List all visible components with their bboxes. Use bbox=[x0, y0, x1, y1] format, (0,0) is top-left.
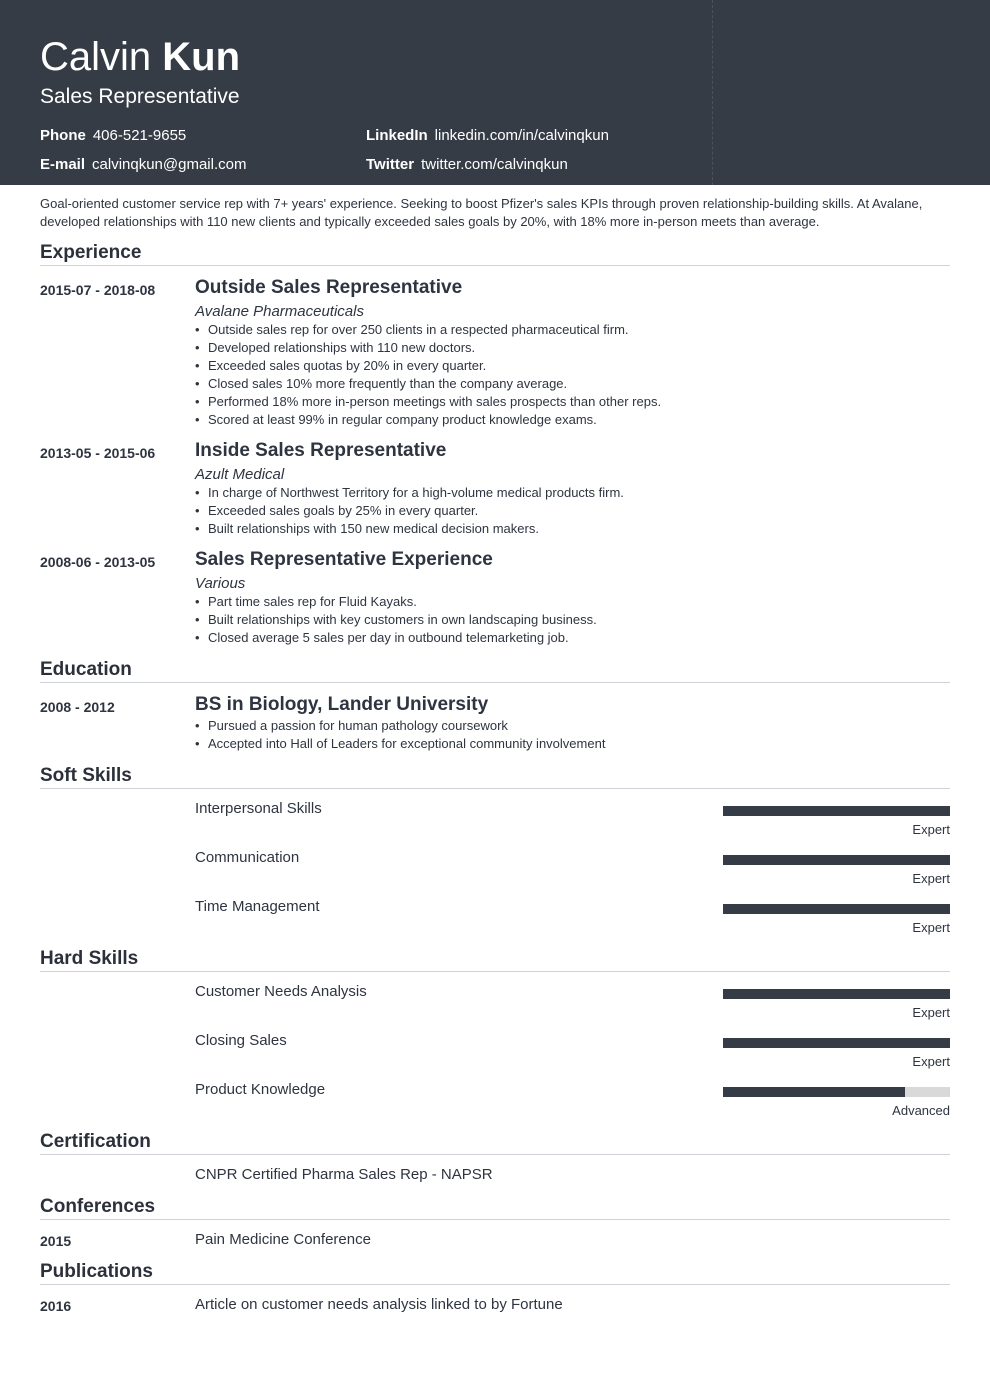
last-name: Kun bbox=[162, 35, 241, 79]
skill-bar bbox=[723, 806, 950, 816]
experience-company: Azult Medical bbox=[195, 466, 285, 483]
skill-bar bbox=[723, 904, 950, 914]
skill-bar bbox=[723, 1038, 950, 1048]
contact-label: Phone bbox=[40, 127, 86, 144]
resume-header bbox=[0, 0, 990, 185]
publication-year: 2016 bbox=[40, 1298, 72, 1314]
list-item: • Developed relationships with 110 new doctors. bbox=[195, 339, 661, 357]
education-bullets bbox=[195, 717, 605, 753]
skill-bar-fill bbox=[723, 904, 950, 914]
experience-dates: 2013-05 - 2015-06 bbox=[40, 445, 156, 461]
contact-phone bbox=[40, 127, 186, 145]
list-item: • Closed sales 10% more frequently than the company average. bbox=[195, 375, 661, 393]
experience-title: Outside Sales Representative bbox=[195, 277, 463, 298]
skill-bar-fill bbox=[723, 1038, 950, 1048]
skill-name: Customer Needs Analysis bbox=[195, 983, 367, 1000]
skill-name: Communication bbox=[195, 849, 300, 866]
section-title-certification: Certification bbox=[40, 1131, 151, 1152]
experience-dates: 2008-06 - 2013-05 bbox=[40, 554, 156, 570]
skill-bar bbox=[723, 989, 950, 999]
section-divider bbox=[40, 1154, 950, 1155]
skill-level: Expert bbox=[912, 1054, 950, 1069]
experience-company: Various bbox=[195, 575, 246, 592]
email-link[interactable]: calvinqkun@gmail.com bbox=[92, 156, 247, 173]
section-title-publications: Publications bbox=[40, 1261, 153, 1282]
first-name: Calvin bbox=[40, 35, 152, 79]
contact-twitter bbox=[366, 156, 568, 174]
experience-title: Sales Representative Experience bbox=[195, 549, 493, 570]
section-divider bbox=[40, 788, 950, 789]
experience-company: Avalane Pharmaceuticals bbox=[195, 303, 364, 320]
education-degree: BS in Biology, Lander University bbox=[195, 694, 489, 715]
list-item: • Built relationships with 150 new medical decision makers. bbox=[195, 520, 624, 538]
skill-name: Interpersonal Skills bbox=[195, 800, 322, 817]
list-item: • Scored at least 99% in regular company product knowledge exams. bbox=[195, 411, 661, 429]
candidate-name bbox=[40, 34, 240, 80]
twitter-link[interactable]: twitter.com/calvinqkun bbox=[421, 156, 568, 173]
job-title-heading: Sales Representative bbox=[40, 85, 240, 108]
experience-dates: 2015-07 - 2018-08 bbox=[40, 282, 156, 298]
experience-bullets bbox=[195, 593, 597, 647]
section-title-soft-skills: Soft Skills bbox=[40, 765, 132, 786]
skill-bar-fill bbox=[723, 806, 950, 816]
skill-name: Closing Sales bbox=[195, 1032, 287, 1049]
phone-value: 406-521-9655 bbox=[92, 127, 187, 144]
list-item: • In charge of Northwest Territory for a high-volume medical products firm. bbox=[195, 484, 624, 502]
summary: Goal-oriented customer service rep with 7+ years' experience. Seeking to boost Pfizer's sales KPIs through proven relationship-building skills. At Avalane, developed relationships with 110 new clients and typically exceeded sales goals by 20%, with 18% more in-person meets than average. bbox=[40, 196, 923, 229]
section-divider bbox=[40, 1284, 950, 1285]
section-divider bbox=[40, 971, 950, 972]
skill-level: Expert bbox=[912, 920, 950, 935]
section-title-education: Education bbox=[40, 659, 132, 680]
skill-name: Product Knowledge bbox=[195, 1081, 326, 1098]
section-divider bbox=[40, 265, 950, 266]
list-item: • Part time sales rep for Fluid Kayaks. bbox=[195, 593, 597, 611]
section-title-hard-skills: Hard Skills bbox=[40, 948, 139, 969]
publication-name: Article on customer needs analysis linked to by Fortune bbox=[195, 1296, 563, 1313]
list-item: • Built relationships with key customers in own landscaping business. bbox=[195, 611, 597, 629]
experience-bullets bbox=[195, 484, 624, 538]
skill-bar bbox=[723, 1087, 950, 1097]
linkedin-link[interactable]: linkedin.com/in/calvinqkun bbox=[434, 127, 609, 144]
list-item: • Closed average 5 sales per day in outbound telemarketing job. bbox=[195, 629, 597, 647]
skill-name: Time Management bbox=[195, 898, 320, 915]
contact-email bbox=[40, 156, 246, 174]
list-item: • Outside sales rep for over 250 clients in a respected pharmaceutical firm. bbox=[195, 321, 661, 339]
skill-bar-fill bbox=[723, 1087, 905, 1097]
contact-label: LinkedIn bbox=[366, 127, 428, 144]
list-item: • Accepted into Hall of Leaders for exceptional community involvement bbox=[195, 735, 605, 753]
skill-bar bbox=[723, 855, 950, 865]
header-divider bbox=[712, 0, 713, 185]
section-divider bbox=[40, 1219, 950, 1220]
contact-label: E-mail bbox=[40, 156, 86, 173]
education-dates: 2008 - 2012 bbox=[40, 699, 115, 715]
list-item: • Pursued a passion for human pathology coursework bbox=[195, 717, 605, 735]
experience-title: Inside Sales Representative bbox=[195, 440, 447, 461]
skill-level: Advanced bbox=[892, 1103, 950, 1118]
list-item: • Exceeded sales quotas by 20% in every quarter. bbox=[195, 357, 661, 375]
section-title-experience: Experience bbox=[40, 242, 142, 263]
list-item: • Exceeded sales goals by 25% in every quarter. bbox=[195, 502, 624, 520]
contact-label: Twitter bbox=[366, 156, 415, 173]
skill-level: Expert bbox=[912, 822, 950, 837]
skill-bar-fill bbox=[723, 855, 950, 865]
conference-year: 2015 bbox=[40, 1233, 72, 1249]
skill-bar-fill bbox=[723, 989, 950, 999]
contact-linkedin bbox=[366, 127, 609, 145]
conference-name: Pain Medicine Conference bbox=[195, 1231, 371, 1248]
section-divider bbox=[40, 682, 950, 683]
skill-level: Expert bbox=[912, 871, 950, 886]
section-title-conferences: Conferences bbox=[40, 1196, 156, 1217]
list-item: • Performed 18% more in-person meetings with sales prospects than other reps. bbox=[195, 393, 661, 411]
skill-level: Expert bbox=[912, 1005, 950, 1020]
experience-bullets bbox=[195, 321, 661, 429]
certification-item: CNPR Certified Pharma Sales Rep - NAPSR bbox=[195, 1166, 493, 1183]
